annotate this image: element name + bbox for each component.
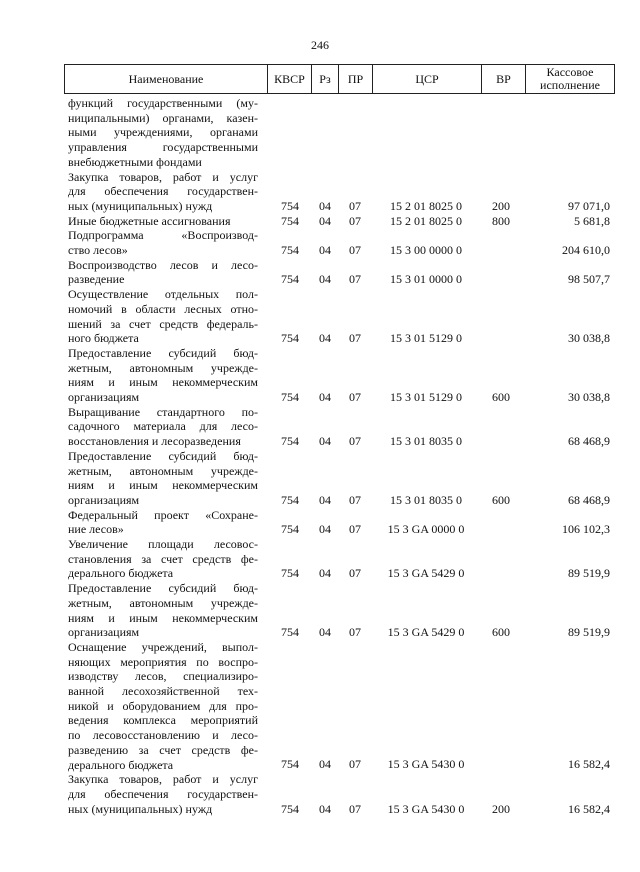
- row-name-line: дерального бюджета: [68, 566, 174, 581]
- header-csr: ЦСР: [415, 71, 439, 86]
- row-pr: 07: [349, 331, 361, 346]
- row-name-line: изводству лесов, специализиро-: [68, 669, 258, 684]
- row-pr: 07: [349, 757, 361, 772]
- row-name-line: по лесовосстановлению и лесо-: [68, 728, 258, 743]
- row-name-line: ниям и иным некоммерческим: [68, 375, 258, 390]
- row-pr: 07: [349, 801, 361, 816]
- row-amount: 5 681,8: [574, 213, 610, 228]
- row-name-line: для обеспечения государствен-: [68, 184, 258, 199]
- row-name-line: номочий в области лесных отно-: [68, 301, 258, 316]
- row-kvsr: 754: [281, 801, 299, 816]
- row-name: [68, 170, 258, 214]
- row-kvsr: 754: [281, 272, 299, 287]
- row-name-line: восстановления и лесоразведения: [68, 434, 241, 449]
- row-name: [68, 508, 258, 537]
- row-name-line: ных (муниципальных) нужд: [68, 198, 213, 213]
- header-amount: [526, 65, 614, 93]
- row-rz: 04: [319, 331, 331, 346]
- row-name-line: никой и оборудованием для про-: [68, 698, 258, 713]
- row-pr: 07: [349, 492, 361, 507]
- row-name-line: Федеральный проект «Сохране-: [68, 507, 258, 522]
- row-amount: 204 610,0: [562, 242, 610, 257]
- table-row: [0, 287, 640, 346]
- row-name-line: няющих мероприятия по воспро-: [68, 654, 258, 669]
- table-row: [0, 640, 640, 772]
- row-name-line: становления за счет средств фе-: [68, 551, 258, 566]
- row-name: [68, 449, 258, 508]
- header-rz: Рз: [319, 71, 331, 86]
- row-rz: 04: [319, 492, 331, 507]
- row-kvsr: 754: [281, 434, 299, 449]
- row-rz: 04: [319, 389, 331, 404]
- row-name: [68, 258, 258, 287]
- row-name: [68, 287, 258, 346]
- header-amount-line-1: Кассовое: [546, 65, 594, 79]
- row-name-line: организациям: [68, 390, 140, 404]
- row-name-line: Закупка товаров, работ и услуг: [68, 772, 258, 787]
- row-csr: 15 3 GA 5429 0: [387, 625, 465, 640]
- row-name-line: шений за счет средств федераль-: [68, 316, 258, 331]
- row-rz: 04: [319, 198, 331, 213]
- row-pr: 07: [349, 198, 361, 213]
- row-kvsr: 754: [281, 242, 299, 257]
- table-row: [0, 449, 640, 508]
- row-kvsr: 754: [281, 213, 299, 228]
- row-kvsr: 754: [281, 625, 299, 640]
- row-rz: 04: [319, 272, 331, 287]
- row-name-line: разведению за счет средств фе-: [68, 742, 258, 757]
- table-row: [0, 772, 640, 816]
- table-row: [0, 258, 640, 287]
- row-name-line: функций государственными (му-: [68, 96, 258, 110]
- header-name: Наименование: [128, 71, 204, 86]
- row-name: [68, 537, 258, 581]
- row-csr: 15 3 01 0000 0: [390, 272, 462, 287]
- row-name-line: Предоставление субсидий бюд-: [68, 581, 258, 596]
- row-name-line: ниям и иным некоммерческим: [68, 610, 258, 625]
- row-csr: 15 2 01 8025 0: [390, 213, 462, 228]
- row-csr: 15 3 GA 5430 0: [387, 757, 465, 772]
- row-pr: 07: [349, 625, 361, 640]
- row-name: [68, 214, 258, 229]
- row-name-line: Предоставление субсидий бюд-: [68, 345, 258, 360]
- header-kvsr: КВСР: [274, 71, 305, 86]
- row-kvsr: 754: [281, 566, 299, 581]
- row-name-line: жетным, автономным учрежде-: [68, 463, 258, 478]
- header-amount-line-2: исполнение: [540, 78, 600, 92]
- row-kvsr: 754: [281, 757, 299, 772]
- row-kvsr: 754: [281, 492, 299, 507]
- row-name: [68, 228, 258, 257]
- row-pr: 07: [349, 566, 361, 581]
- row-name-line: садочного материала для лесо-: [68, 419, 258, 434]
- row-amount: 89 519,9: [568, 625, 610, 640]
- row-name-line: Осуществление отдельных пол-: [68, 287, 258, 302]
- row-kvsr: 754: [281, 198, 299, 213]
- row-name: [68, 96, 258, 170]
- row-csr: 15 3 GA 5430 0: [387, 801, 465, 816]
- row-csr: 15 3 GA 0000 0: [387, 522, 465, 537]
- row-rz: 04: [319, 522, 331, 537]
- row-name-line: жетным, автономным учрежде-: [68, 595, 258, 610]
- row-name: [68, 405, 258, 449]
- row-name-line: Увеличение площади лесовос-: [68, 537, 258, 551]
- row-rz: 04: [319, 757, 331, 772]
- table-row: [0, 96, 640, 170]
- row-name-line: Иные бюджетные ассигнования: [68, 213, 231, 228]
- row-name-line: Подпрограмма «Воспроизвод-: [68, 228, 258, 243]
- row-rz: 04: [319, 213, 331, 228]
- row-pr: 07: [349, 389, 361, 404]
- row-amount: 97 071,0: [568, 198, 610, 213]
- page-number: 246: [311, 38, 329, 52]
- table-row: [0, 405, 640, 449]
- table-row: [0, 170, 640, 214]
- row-name-line: организациям: [68, 625, 140, 640]
- row-kvsr: 754: [281, 331, 299, 346]
- row-kvsr: 754: [281, 389, 299, 404]
- table-row: [0, 346, 640, 405]
- row-pr: 07: [349, 242, 361, 257]
- row-name-line: внебюджетными фондами: [68, 154, 202, 169]
- row-amount: 30 038,8: [568, 331, 610, 346]
- row-name: [68, 640, 258, 772]
- row-csr: 15 3 01 8035 0: [390, 492, 462, 507]
- row-name-line: дерального бюджета: [68, 757, 174, 772]
- row-name-line: управления государственными: [68, 140, 258, 155]
- row-vr: 600: [492, 625, 510, 640]
- table-row: [0, 228, 640, 257]
- row-csr: 15 3 01 5129 0: [390, 331, 462, 346]
- row-rz: 04: [319, 625, 331, 640]
- row-pr: 07: [349, 272, 361, 287]
- table-row: [0, 581, 640, 640]
- row-name: [68, 581, 258, 640]
- row-amount: 89 519,9: [568, 566, 610, 581]
- row-vr: 200: [492, 801, 510, 816]
- row-csr: 15 3 01 8035 0: [390, 434, 462, 449]
- row-name-line: ниям и иным некоммерческим: [68, 478, 258, 493]
- row-amount: 68 468,9: [568, 492, 610, 507]
- row-name-line: Воспроизводство лесов и лесо-: [68, 257, 258, 272]
- row-name-line: ванной лесохозяйственной тех-: [68, 684, 258, 698]
- row-vr: 600: [492, 389, 510, 404]
- row-amount: 98 507,7: [568, 272, 610, 287]
- row-name-line: организациям: [68, 492, 140, 507]
- row-csr: 15 3 GA 5429 0: [387, 566, 465, 581]
- row-vr: 600: [492, 492, 510, 507]
- row-name-line: разведение: [68, 272, 125, 287]
- row-name: [68, 346, 258, 405]
- row-amount: 16 582,4: [568, 757, 610, 772]
- row-amount: 106 102,3: [562, 522, 610, 537]
- row-rz: 04: [319, 801, 331, 816]
- table-row: [0, 214, 640, 229]
- table-header: [64, 64, 615, 94]
- row-name-line: ниципальными) органами, казен-: [68, 110, 258, 125]
- row-rz: 04: [319, 242, 331, 257]
- row-vr: 200: [492, 198, 510, 213]
- row-pr: 07: [349, 213, 361, 228]
- row-rz: 04: [319, 566, 331, 581]
- row-csr: 15 2 01 8025 0: [390, 198, 462, 213]
- row-name-line: Оснащение учреждений, выпол-: [68, 639, 258, 654]
- row-name-line: ного бюджета: [68, 331, 139, 346]
- row-name-line: жетным, автономным учрежде-: [68, 360, 258, 375]
- row-name-line: Предоставление субсидий бюд-: [68, 448, 258, 463]
- row-rz: 04: [319, 434, 331, 449]
- row-name: [68, 772, 258, 816]
- row-amount: 16 582,4: [568, 801, 610, 816]
- row-pr: 07: [349, 434, 361, 449]
- row-name-line: для обеспечения государствен-: [68, 786, 258, 801]
- header-vr: ВР: [496, 71, 511, 86]
- row-amount: 30 038,8: [568, 389, 610, 404]
- row-name-line: ведения комплекса мероприятий: [68, 713, 258, 728]
- row-name-line: ние лесов»: [68, 522, 124, 537]
- row-name-line: ными учреждениями, органами: [68, 125, 258, 140]
- row-name-line: Закупка товаров, работ и услуг: [68, 169, 258, 184]
- row-name-line: Выращивание стандартного по-: [68, 404, 258, 419]
- row-name-line: ство лесов»: [68, 243, 128, 257]
- table-row: [0, 508, 640, 537]
- row-vr: 800: [492, 213, 510, 228]
- row-csr: 15 3 00 0000 0: [390, 242, 462, 257]
- row-csr: 15 3 01 5129 0: [390, 389, 462, 404]
- row-kvsr: 754: [281, 522, 299, 537]
- row-name-line: ных (муниципальных) нужд: [68, 801, 213, 816]
- header-pr: ПР: [347, 71, 364, 86]
- table-row: [0, 537, 640, 581]
- row-amount: 68 468,9: [568, 434, 610, 449]
- row-pr: 07: [349, 522, 361, 537]
